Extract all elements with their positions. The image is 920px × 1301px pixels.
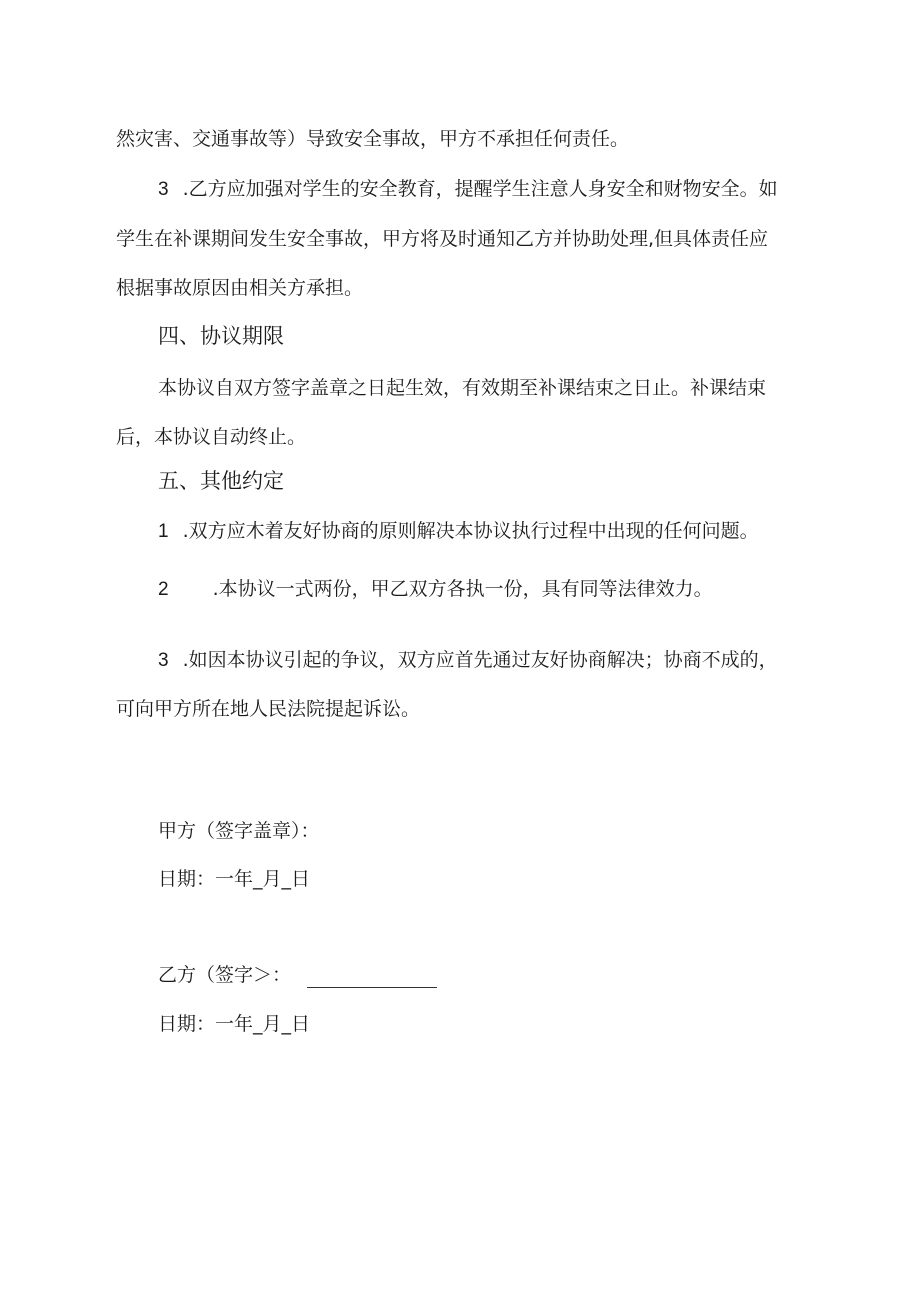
signature-blank-line[interactable]	[307, 967, 437, 988]
section-5-item-2	[158, 576, 713, 603]
item-number: 3	[158, 650, 169, 671]
section-5-item-1	[158, 518, 759, 545]
item-text: .双方应木着友好协商的原则解决本协议执行过程中出现的任何问题。	[182, 520, 759, 542]
paragraph-continuation: 然灾害、交通事故等）导致安全事故，甲方不承担任何责任。	[116, 128, 630, 150]
item-text: .如因本协议引起的争议，双方应首先通过友好协商解决；协商不成的，	[182, 649, 778, 671]
clause-number: 3	[158, 179, 169, 200]
party-b-signature-label: 乙方（签字＞：	[158, 964, 292, 986]
item-number: 1	[158, 521, 169, 542]
item-number: 2	[158, 579, 169, 600]
section-5-item-3-line-2: 可向甲方所在地人民法院提起诉讼。	[116, 698, 421, 720]
party-a-signature-label: 甲方（签字盖章）：	[158, 820, 320, 842]
section-4-heading: 四、协议期限	[158, 324, 284, 348]
section-4-line-1: 本协议自双方签字盖章之日起生效，有效期至补课结束之日止。补课结束	[158, 377, 767, 399]
clause-3-line-2: 学生在补课期间发生安全事故，甲方将及时通知乙方并协助处理,但具体责任应	[116, 228, 769, 250]
item-text: .本协议一式两份，甲乙双方各执一份，具有同等法律效力。	[212, 578, 713, 600]
party-b-signature-row	[158, 962, 437, 988]
section-5-heading: 五、其他约定	[158, 469, 284, 493]
section-4-line-2: 后，本协议自动终止。	[116, 426, 307, 448]
clause-3-line-3: 根据事故原因由相关方承担。	[116, 277, 364, 299]
clause-text: .乙方应加强对学生的安全教育，提醒学生注意人身安全和财物安全。如	[182, 178, 778, 200]
section-5-item-3-line-1	[158, 647, 778, 674]
party-a-date: 日期：一年_月_日	[158, 868, 311, 890]
party-b-date: 日期：一年_月_日	[158, 1013, 311, 1035]
clause-3-line-1	[158, 176, 778, 203]
